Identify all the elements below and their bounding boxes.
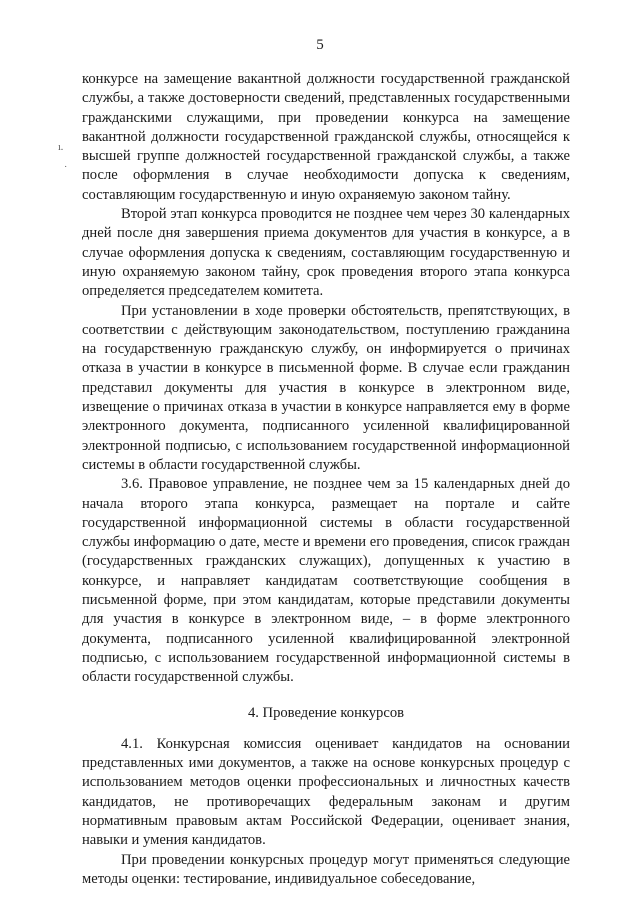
page-number: 5 [316,37,324,53]
document-body [82,70,570,889]
paragraph-4: 3.6. Правовое управление, не позднее чем за 15 календарных дней до начала второго этапа конкурса, размещает на портале и сайте государственной информационной системы в области государственной службы информацию о дате, месте и времени его проведения, список граждан (государственных гражданских служащих), допущенных к участию в конкурсе, и направляет кандидатам соответствующие сообщения в письменной форме, при этом кандидатам, которые представили документы для участия в конкурсе в электронном виде, – в форме электронного документа, подписанного усиленной квалифицированной электронной подписью, с использованием государственной информационной системы в области государственной службы. [82,476,570,686]
margin-mark-2: ˙ [64,165,68,176]
paragraph-3: При установлении в ходе проверки обстоятельств, препятствующих, в соответствии с действующим законодательством, поступлению гражданина на государственную гражданскую службу, он информируется о причинах отказа в участии в конкурсе в письменной форме. В случае если гражданин представил документы для участия в конкурсе в электронном виде, извещение о причинах отказа в участии в конкурсе направляется ему в форме электронного документа, подписанного усиленной квалифицированной электронной подписью, с использованием государственной информационной системы в области государственной службы. [82,302,570,473]
margin-mark-1: ı. [58,142,64,153]
paragraph-2: Второй этап конкурса проводится не позднее чем через 30 календарных дней после дня завершения приема документов для участия в конкурсе, а в случае оформления допуска к сведениям, составляющим государственную и иную охраняемую законом тайну, срок проведения второго этапа конкурса определяется председателем комитета. [82,206,570,300]
section-heading: 4. Проведение конкурсов [247,704,405,721]
paragraph-1: конкурсе на замещение вакантной должности государственной гражданской службы, а также достоверности сведений, представленных государственными гражданскими служащими, при проведении конкурса на замещение вакантной должности государственной гражданской службы, относящейся к высшей группе должностей государственной гражданской службы, а также после оформления в случае необходимости допуска к сведениям, составляющим государственную и иную охраняемую законом тайну. [82,71,570,203]
paragraph-6: При проведении конкурсных процедур могут применяться следующие методы оценки: тестирование, индивидуальное собеседование, [82,851,570,887]
paragraph-5: 4.1. Конкурсная комиссия оценивает кандидатов на основании представленных ими документов, а также на основе конкурсных процедур с использованием методов оценки профессиональных и личностных качеств кандидатов, не противоречащих федеральным законам и другим нормативным правовым актам Российской Федерации, оценивает знания, навыки и умения кандидатов. [82,735,570,849]
